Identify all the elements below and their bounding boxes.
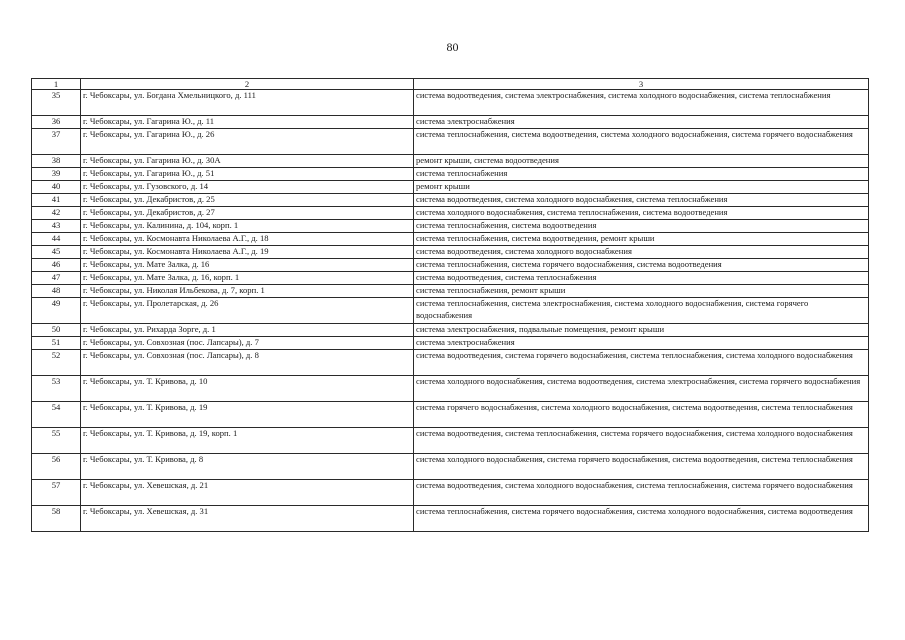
row-systems: система водоотведения, система электроснабжения, система холодного водоснабжения, система теплоснабжения [414,90,869,116]
row-systems: ремонт крыши [414,181,869,194]
table-row [32,337,869,350]
row-systems: система водоотведения, система холодного водоснабжения, система теплоснабжения, система горячего водоснабжения [414,480,869,506]
table-row [32,402,869,428]
row-systems: система теплоснабжения, система водоотведения [414,220,869,233]
row-address: г. Чебоксары, ул. Совхозная (пос. Лапсары), д. 8 [81,350,414,376]
row-systems: система теплоснабжения, система горячего водоснабжения, система холодного водоснабжения, система водоотведения [414,506,869,532]
row-number: 39 [32,168,81,181]
row-number: 49 [32,298,81,324]
row-number: 54 [32,402,81,428]
row-number: 38 [32,155,81,168]
row-systems: система теплоснабжения, ремонт крыши [414,285,869,298]
row-address: г. Чебоксары, ул. Гузовского, д. 14 [81,181,414,194]
row-systems: система холодного водоснабжения, система теплоснабжения, система водоотведения [414,207,869,220]
table-row [32,246,869,259]
row-number: 53 [32,376,81,402]
row-address: г. Чебоксары, ул. Богдана Хмельницкого, д. 111 [81,90,414,116]
row-address: г. Чебоксары, ул. Т. Кривова, д. 19, корп. 1 [81,428,414,454]
building-systems-table [31,78,869,532]
row-systems: ремонт крыши, система водоотведения [414,155,869,168]
table-row [32,233,869,246]
row-address: г. Чебоксары, ул. Космонавта Николаева А.Г., д. 19 [81,246,414,259]
column-header-address: 2 [81,79,414,90]
row-systems: система теплоснабжения [414,168,869,181]
row-address: г. Чебоксары, ул. Совхозная (пос. Лапсары), д. 7 [81,337,414,350]
row-address: г. Чебоксары, ул. Декабристов, д. 27 [81,207,414,220]
row-address: г. Чебоксары, ул. Хевешская, д. 21 [81,480,414,506]
row-number: 55 [32,428,81,454]
table-row [32,350,869,376]
row-address: г. Чебоксары, ул. Космонавта Николаева А.Г., д. 18 [81,233,414,246]
row-number: 41 [32,194,81,207]
row-address: г. Чебоксары, ул. Т. Кривова, д. 19 [81,402,414,428]
row-address: г. Чебоксары, ул. Рихарда Зорге, д. 1 [81,324,414,337]
row-systems: система холодного водоснабжения, система горячего водоснабжения, система водоотведения, система теплоснабжения [414,454,869,480]
row-number: 56 [32,454,81,480]
row-systems: система водоотведения, система теплоснабжения [414,272,869,285]
table-row [32,506,869,532]
row-number: 48 [32,285,81,298]
row-address: г. Чебоксары, ул. Николая Ильбекова, д. 7, корп. 1 [81,285,414,298]
row-number: 47 [32,272,81,285]
table-row [32,298,869,324]
row-address: г. Чебоксары, ул. Мате Залка, д. 16 [81,259,414,272]
row-number: 51 [32,337,81,350]
column-header-number: 1 [32,79,81,90]
row-address: г. Чебоксары, ул. Декабристов, д. 25 [81,194,414,207]
row-number: 44 [32,233,81,246]
table-header-row [32,79,869,90]
table-row [32,155,869,168]
table-row [32,272,869,285]
row-address: г. Чебоксары, ул. Гагарина Ю., д. 30А [81,155,414,168]
table-row [32,90,869,116]
row-number: 57 [32,480,81,506]
row-systems: система водоотведения, система горячего водоснабжения, система теплоснабжения, система холодного водоснабжения [414,350,869,376]
row-number: 50 [32,324,81,337]
row-number: 45 [32,246,81,259]
table-row [32,285,869,298]
table-row [32,168,869,181]
row-number: 37 [32,129,81,155]
table-row [32,194,869,207]
row-systems: система электроснабжения [414,116,869,129]
row-systems: система теплоснабжения, система электроснабжения, система холодного водоснабжения, система горячего водоснабжения [414,298,869,324]
table-row [32,324,869,337]
row-number: 58 [32,506,81,532]
column-header-systems: 3 [414,79,869,90]
row-systems: система горячего водоснабжения, система холодного водоснабжения, система водоотведения, система теплоснабжения [414,402,869,428]
row-address: г. Чебоксары, ул. Калинина, д. 104, корп. 1 [81,220,414,233]
row-number: 36 [32,116,81,129]
table-row [32,428,869,454]
table-row [32,116,869,129]
table-row [32,259,869,272]
row-number: 46 [32,259,81,272]
table-row [32,181,869,194]
row-address: г. Чебоксары, ул. Гагарина Ю., д. 11 [81,116,414,129]
table-row [32,454,869,480]
row-number: 42 [32,207,81,220]
table-row [32,129,869,155]
row-number: 43 [32,220,81,233]
row-address: г. Чебоксары, ул. Т. Кривова, д. 10 [81,376,414,402]
table-row [32,376,869,402]
row-systems: система теплоснабжения, система водоотведения, система холодного водоснабжения, система горячего водоснабжения [414,129,869,155]
row-address: г. Чебоксары, ул. Мате Залка, д. 16, корп. 1 [81,272,414,285]
row-systems: система электроснабжения, подвальные помещения, ремонт крыши [414,324,869,337]
page-number: 80 [446,40,459,54]
row-systems: система водоотведения, система теплоснабжения, система горячего водоснабжения, система холодного водоснабжения [414,428,869,454]
row-systems: система теплоснабжения, система водоотведения, ремонт крыши [414,233,869,246]
row-address: г. Чебоксары, ул. Т. Кривова, д. 8 [81,454,414,480]
row-systems: система водоотведения, система холодного водоснабжения, система теплоснабжения [414,194,869,207]
row-address: г. Чебоксары, ул. Гагарина Ю., д. 26 [81,129,414,155]
row-address: г. Чебоксары, ул. Гагарина Ю., д. 51 [81,168,414,181]
row-number: 52 [32,350,81,376]
row-systems: система электроснабжения [414,337,869,350]
table-row [32,220,869,233]
row-number: 35 [32,90,81,116]
row-address: г. Чебоксары, ул. Пролетарская, д. 26 [81,298,414,324]
row-systems: система водоотведения, система холодного водоснабжения [414,246,869,259]
row-systems: система холодного водоснабжения, система водоотведения, система электроснабжения, система горячего водоснабжения [414,376,869,402]
table-row [32,480,869,506]
row-number: 40 [32,181,81,194]
row-systems: система теплоснабжения, система горячего водоснабжения, система водоотведения [414,259,869,272]
row-address: г. Чебоксары, ул. Хевешская, д. 31 [81,506,414,532]
table-row [32,207,869,220]
